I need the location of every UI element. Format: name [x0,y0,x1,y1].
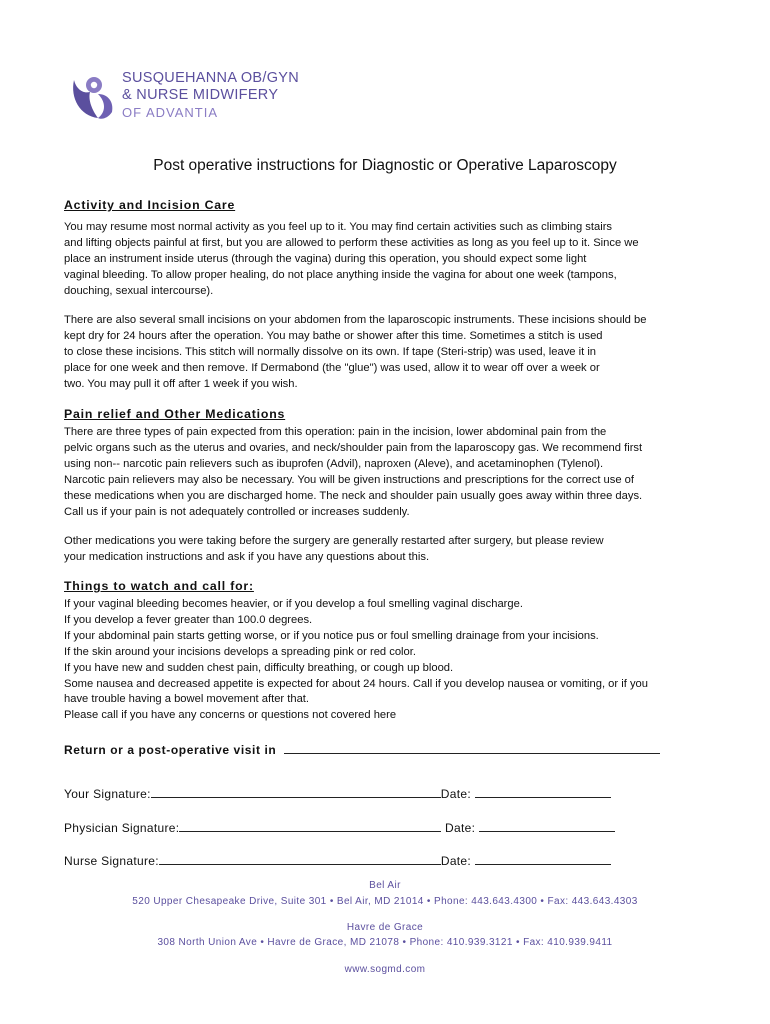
your-signature-date-field[interactable] [475,786,611,798]
list-item: Some nausea and decreased appetite is expected for about 24 hours. Call if you develop nausea or vomiting, or if you [64,677,648,690]
text-line: Narcotic pain relievers may also be necessary. You will be given instructions and prescriptions for the correct use of [64,473,635,486]
physician-signature-row [64,820,615,835]
text-line: Call us if your pain is not adequately controlled or increases suddenly. [64,505,410,518]
pain-heading: Pain relief and Other Medications [64,407,286,421]
page-title: Post operative instructions for Diagnostic or Operative Laparoscopy [153,157,617,174]
practice-logo-icon [68,70,120,122]
your-signature-field[interactable] [151,786,441,798]
practice-name-line2: & NURSE MIDWIFERY [122,87,279,103]
nurse-signature-date-field[interactable] [475,853,611,865]
text-line: kept dry for 24 hours after the operation. You may bathe or shower after this time. Sometimes a stitch is used [64,329,603,342]
text-line: to close these incisions. This stitch will normally dissolve on its own. If tape (Steri-strip) was used, leave it in [64,345,597,358]
footer-office1-name: Bel Air [369,880,401,891]
list-item: If you have new and sudden chest pain, difficulty breathing, or cough up blood. [64,661,454,674]
return-visit-row [64,742,660,757]
text-line: two. You may pull it off after 1 week if you wish. [64,377,298,390]
return-visit-field[interactable] [284,742,660,754]
footer-office1-address: 520 Upper Chesapeake Drive, Suite 301 • Bel Air, MD 21014 • Phone: 443.643.4300 • Fax: 443.643.4303 [132,896,638,907]
date-label: Date: [440,854,472,868]
footer-office2-address: 308 North Union Ave • Havre de Grace, MD 21078 • Phone: 410.939.3121 • Fax: 410.939.9411 [157,937,613,948]
your-signature-label: Your Signature: [64,787,151,801]
list-item: If the skin around your incisions develops a spreading pink or red color. [64,645,416,658]
activity-paragraph-1 [64,220,714,300]
text-line: vaginal bleeding. To allow proper healing, do not place anything inside the vagina for about one week (tampons, [64,268,617,281]
footer-website-link[interactable]: www.sogmd.com [344,964,426,975]
text-line: pelvic organs such as the uterus and ovaries, and neck/shoulder pain from the laparoscopy gas. We recommend first [64,441,643,454]
text-line: Other medications you were taking before the surgery are generally restarted after surgery, but please review [64,535,604,547]
text-line: using non-- narcotic pain relievers such as ibuprofen (Advil), naproxen (Aleve), and acetaminophen (Tylenol). [64,457,604,470]
practice-name [122,70,299,121]
text-line: place an instrument inside uterus (through the vagina) during this operation, you should expect some light [64,252,587,265]
physician-signature-field[interactable] [179,820,441,832]
text-line: There are three types of pain expected from this operation: pain in the incision, lower abdominal pain from the [64,426,607,438]
your-signature-row [64,786,611,801]
watch-heading: Things to watch and call for: [64,579,254,593]
nurse-signature-label: Nurse Signature: [64,854,159,868]
list-item: Please call if you have any concerns or questions not covered here [64,709,397,722]
list-item: If your abdominal pain starts getting worse, or if you notice pus or foul smelling drainage from your incisions. [64,629,599,642]
return-visit-label: Return or a post-operative visit in [64,743,277,757]
watch-list [64,597,714,724]
activity-heading: Activity and Incision Care [64,198,236,212]
practice-name-line3: OF ADVANTIA [122,105,218,120]
list-item: have trouble having a bowel movement after that. [64,693,310,706]
practice-name-line1: SUSQUEHANNA OB/GYN [122,70,300,86]
date-label: Date: [445,821,476,835]
text-line: these medications when you are discharged home. The neck and shoulder pain usually goes away within three days. [64,489,643,502]
physician-signature-date-field[interactable] [479,820,615,832]
text-line: You may resume most normal activity as you feel up to it. You may find certain activities such as climbing stairs [64,221,613,233]
activity-paragraph-2 [64,313,714,393]
list-item: If you develop a fever greater than 100.0 degrees. [64,613,313,626]
pain-paragraph-1 [64,425,714,520]
date-label: Date: [440,787,471,801]
text-line: douching, sexual intercourse). [64,284,214,297]
text-line: place for one week and then remove. If Dermabond (the "glue") was used, allow it to wear off over a week or [64,361,600,374]
footer-office2-name: Havre de Grace [346,922,424,933]
nurse-signature-row [64,853,611,868]
nurse-signature-field[interactable] [159,853,441,865]
pain-paragraph-2 [64,534,714,566]
list-item: If your vaginal bleeding becomes heavier, or if you develop a foul smelling vaginal discharge. [64,598,523,610]
text-line: your medication instructions and ask if you have any questions about this. [64,550,430,563]
text-line: There are also several small incisions on your abdomen from the laparoscopic instruments. These incisions should be [64,314,647,326]
physician-signature-label: Physician Signature: [64,821,180,835]
text-line: and lifting objects painful at first, but you are allowed to perform these activities as long as you feel up to it. Since we [64,236,639,249]
